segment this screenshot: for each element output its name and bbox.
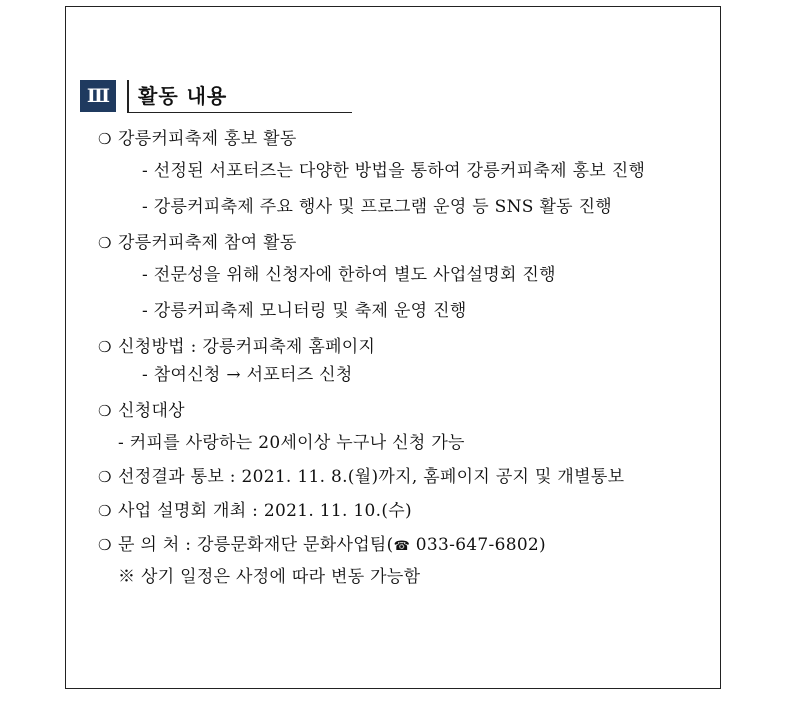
- section-header: [80, 80, 352, 114]
- bullet-icon: ❍: [98, 402, 112, 420]
- item-contact: [98, 534, 546, 558]
- item-briefing-text: 사업 설명회 개최 : 2021. 11. 10.(수): [118, 501, 412, 521]
- section-divider: [127, 80, 129, 113]
- bullet-icon: ❍: [98, 130, 112, 148]
- item-promo: [98, 128, 297, 150]
- bullet-icon: ❍: [98, 234, 112, 252]
- item-method-text: 신청방법 : 강릉커피축제 홈페이지: [118, 337, 376, 357]
- item-method: [98, 336, 375, 358]
- bullet-icon: ❍: [98, 502, 112, 520]
- item-target-sub1: - 커피를 사랑하는 20세이상 누구나 신청 가능: [118, 433, 465, 453]
- item-contact-label: 문 의 처 : 강릉문화재단 문화사업팀(: [118, 535, 394, 555]
- item-participate-sub2: - 강릉커피축제 모니터링 및 축제 운영 진행: [142, 301, 467, 321]
- item-participate-text: 강릉커피축제 참여 활동: [118, 233, 297, 253]
- item-result: [98, 466, 624, 488]
- phone-icon: ☎: [393, 539, 411, 554]
- item-target-text: 신청대상: [118, 401, 185, 421]
- item-promo-sub1: - 선정된 서포터즈는 다양한 방법을 통하여 강릉커피축제 홍보 진행: [142, 161, 646, 181]
- item-promo-sub2: - 강릉커피축제 주요 행사 및 프로그램 운영 등 SNS 활동 진행: [142, 197, 613, 217]
- section-underline: [128, 112, 352, 113]
- item-briefing: [98, 500, 412, 522]
- section-numeral: Ⅲ: [80, 80, 116, 112]
- bullet-icon: ❍: [98, 338, 112, 356]
- item-participate-sub1: - 전문성을 위해 신청자에 한하여 별도 사업설명회 진행: [142, 265, 556, 285]
- item-promo-text: 강릉커피축제 홍보 활동: [118, 129, 297, 149]
- bullet-icon: ❍: [98, 468, 112, 486]
- bullet-icon: ❍: [98, 536, 112, 554]
- item-participate: [98, 232, 297, 254]
- item-result-text: 선정결과 통보 : 2021. 11. 8.(월)까지, 홈페이지 공지 및 개별통보: [118, 467, 625, 487]
- note-text: ※ 상기 일정은 사정에 따라 변동 가능함: [118, 567, 421, 587]
- item-contact-phone: 033-647-6802): [410, 535, 546, 555]
- item-method-sub1: - 참여신청 → 서포터즈 신청: [142, 365, 353, 385]
- section-title: 활동 내용: [138, 84, 228, 108]
- item-target: [98, 400, 185, 422]
